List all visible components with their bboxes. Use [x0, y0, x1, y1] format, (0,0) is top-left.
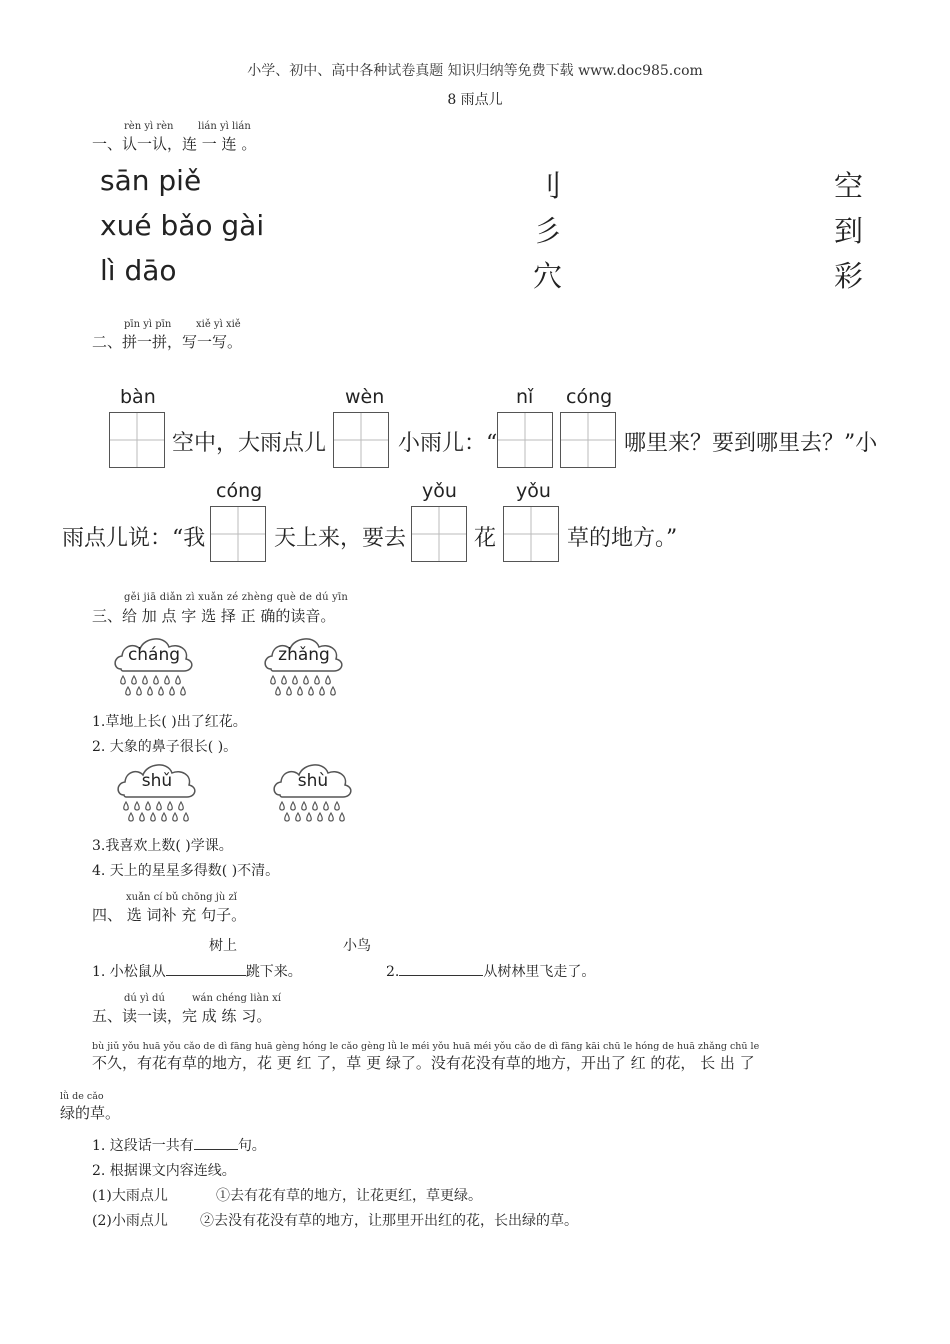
s4-word-2: 小鸟 — [343, 938, 371, 954]
s4-q2: 2. 从树林里飞走了。 — [386, 961, 595, 981]
s2-r1-text-3: 哪里来？要到哪里去？”小 — [624, 431, 878, 456]
s5-heading: 五、读一读，完 成 练 习。 — [92, 1007, 272, 1025]
lesson-title: 8 雨点儿 — [447, 92, 503, 108]
s2-r2-text-2: 花 — [474, 526, 497, 551]
s1-left-1: sān piě — [100, 164, 202, 197]
cloud-option-label: shǔ — [141, 771, 173, 791]
s3-q3: 3.我喜欢上数( )学课。 — [92, 838, 233, 854]
s3-pinyin: gěi jiā diǎn zì xuǎn zé zhèng què de dú yīn — [124, 592, 348, 603]
s5-match-1-right[interactable]: ①去有花有草的地方，让花更红，草更绿。 — [216, 1188, 482, 1204]
s4-word-1: 树上 — [209, 938, 237, 954]
s2-r1-text-1: 空中，大雨点儿 — [172, 431, 327, 456]
cloud-option-label: cháng — [127, 645, 181, 665]
site-header: 小学、初中、高中各种试卷真题 知识归纳等免费下载 www.doc985.com — [247, 63, 703, 79]
cloud-option-label: shù — [297, 771, 329, 791]
s5-match-2-right[interactable]: ②去没有花没有草的地方，让那里开出红的花，长出绿的草。 — [200, 1213, 578, 1229]
s5-q2: 2. 根据课文内容连线。 — [92, 1163, 236, 1179]
s2-r1-box-3[interactable] — [497, 412, 553, 468]
s3-q2: 2. 大象的鼻子很长( )。 — [92, 739, 238, 755]
s2-r2-text-0: 雨点儿说：“我 — [62, 526, 206, 551]
s4-q2-blank[interactable] — [399, 961, 483, 976]
s2-r2-box-2[interactable] — [411, 506, 467, 562]
cloud-option-label: zhǎng — [278, 645, 330, 665]
s1-pinyin-1: rèn yì rèn — [124, 121, 174, 132]
cloud-option-shu4[interactable] — [272, 757, 354, 827]
s5-match-1-left[interactable]: (1)大雨点儿 — [92, 1188, 168, 1204]
s4-q1: 1. 小松鼠从 跳下来。 — [92, 961, 302, 981]
s1-middle-1: 刂 — [533, 169, 563, 203]
cloud-option-chang[interactable] — [113, 631, 195, 701]
s5-passage2-pinyin: lǜ de cǎo — [60, 1091, 104, 1102]
s4-q1-blank[interactable] — [166, 961, 246, 976]
s1-right-2: 到 — [834, 214, 864, 248]
s2-r1-box-2[interactable] — [333, 412, 389, 468]
s5-passage-pinyin: bù jiǔ yǒu huā yǒu cǎo de dì fāng huā gèng hóng le cǎo gèng lǜ le méi yǒu huā méi yǒu cǎo de dì fāng kāi chū le hóng de huā zhǎng chū le — [92, 1041, 760, 1052]
s1-middle-2: 彡 — [533, 214, 563, 248]
s2-r2-text-1: 天上来，要去 — [274, 526, 407, 551]
s1-pinyin-2: lián yì lián — [198, 121, 251, 132]
s1-heading: 一、认一认，连 一 连 。 — [92, 135, 257, 153]
s1-left-3: lì dāo — [100, 254, 177, 287]
s2-pinyin-2: xiě yì xiě — [196, 319, 241, 330]
s2-r1-pinyin-2: wèn — [345, 386, 385, 408]
s5-pinyin-2: wán chéng liàn xí — [192, 993, 281, 1004]
s5-q1-blank[interactable] — [194, 1135, 238, 1150]
cloud-icon — [116, 757, 198, 827]
s1-left-2: xué bǎo gài — [100, 209, 265, 242]
s2-pinyin-1: pīn yì pīn — [124, 319, 172, 330]
s2-r2-box-1[interactable] — [210, 506, 266, 562]
s2-r1-text-2: 小雨儿：“ — [398, 431, 498, 456]
s2-r1-box-1[interactable] — [109, 412, 165, 468]
s2-heading: 二、拼一拼，写一写。 — [92, 333, 243, 351]
s3-heading: 三、给 加 点 字 选 择 正 确的读音。 — [92, 607, 336, 625]
s3-q4: 4. 天上的星星多得数( )不清。 — [92, 863, 280, 879]
cloud-icon — [272, 757, 354, 827]
s3-q1: 1.草地上长( )出了红花。 — [92, 714, 247, 730]
s2-r2-text-3: 草的地方。” — [567, 526, 678, 551]
s5-passage2: 绿的草。 — [60, 1104, 121, 1122]
s2-r1-box-4[interactable] — [560, 412, 616, 468]
s5-pinyin-1: dú yì dú — [124, 993, 165, 1004]
s4-heading: 四、 选 词补 充 句子。 — [92, 906, 247, 924]
s2-r2-pinyin-2: yǒu — [422, 480, 457, 502]
s1-right-1: 空 — [834, 169, 864, 203]
s1-right-3: 彩 — [834, 259, 864, 293]
cloud-icon — [263, 631, 345, 701]
s4-pinyin: xuǎn cí bǔ chōng jù zǐ — [126, 892, 237, 903]
s2-r2-pinyin-1: cóng — [216, 480, 263, 502]
s2-r2-box-3[interactable] — [503, 506, 559, 562]
s2-r1-pinyin-1: bàn — [120, 386, 156, 408]
cloud-icon — [113, 631, 195, 701]
s2-r2-pinyin-3: yǒu — [516, 480, 551, 502]
cloud-option-shu3[interactable] — [116, 757, 198, 827]
s5-q1: 1. 这段话一共有 句。 — [92, 1135, 266, 1155]
s2-r1-pinyin-4: cóng — [566, 386, 613, 408]
s5-passage: 不久，有花有草的地方，花 更 红 了，草 更 绿了。没有花没有草的地方，开出了 红 的花， 长 出 了 — [92, 1054, 755, 1072]
s2-r1-pinyin-3: nǐ — [516, 386, 534, 408]
s5-match-2-left[interactable]: (2)小雨点儿 — [92, 1213, 168, 1229]
cloud-option-zhang[interactable] — [263, 631, 345, 701]
s1-middle-3: 穴 — [533, 259, 563, 293]
